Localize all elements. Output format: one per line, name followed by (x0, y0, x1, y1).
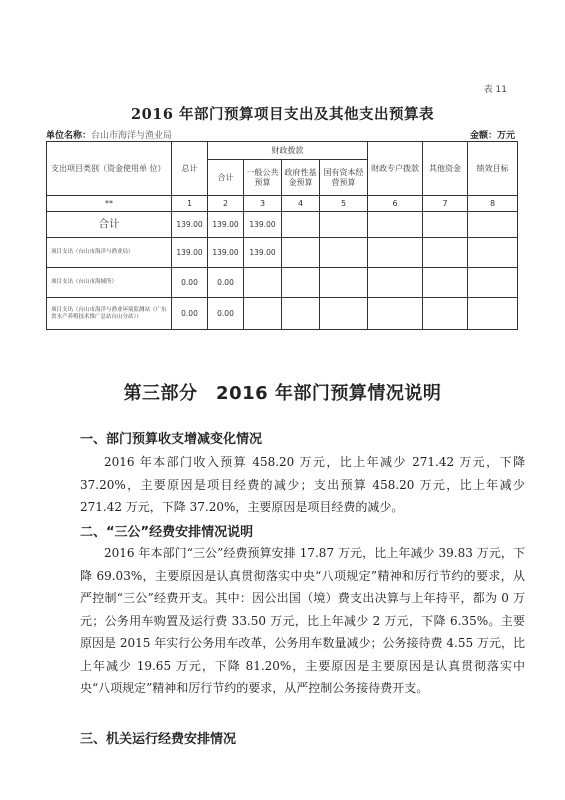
header-sum: 合计 (208, 160, 244, 196)
index-cell: 7 (423, 196, 468, 212)
section-title: 第三部分 2016 年部门预算情况说明 (123, 383, 442, 404)
header-special: 财政专户拨款 (368, 142, 423, 196)
table-row (47, 268, 518, 298)
row-label: 项目支出（台山市海洋与渔业局） (47, 238, 172, 268)
cell-general (244, 298, 282, 330)
index-cell: ** (47, 196, 172, 212)
row-label: 合计 (47, 212, 172, 238)
header-total: 总计 (172, 142, 208, 196)
table-title: 2016 年部门预算项目支出及其他支出预算表 (131, 106, 434, 123)
row-label: 项目支出（台山市海域所） (47, 268, 172, 298)
budget-table (46, 141, 518, 330)
cell-sum: 0.00 (208, 268, 244, 298)
index-cell: 3 (244, 196, 282, 212)
unit-name-label: 单位名称： (46, 131, 92, 141)
paragraph-budget-change (80, 451, 525, 519)
header-state-capital: 国有资本经营预算 (320, 160, 368, 196)
index-cell: 6 (368, 196, 423, 212)
index-cell: 2 (208, 196, 244, 212)
heading-office-expenses: 三、机关运行经费安排情况 (80, 732, 237, 747)
paragraph-text: 2016 年本部门收入预算 458.20 万元，比上年减少 271.42 万元，下降 37.20%，主要原因是项目经费的减少；支出预算 458.20 万元，比上年减少 271.42 万元，下降 37.20%，主要原因是项目经费的减少。 (80, 455, 525, 514)
cell-sum: 139.00 (208, 238, 244, 268)
table-number: 表 11 (483, 85, 507, 95)
table-row (47, 238, 518, 268)
paragraph-text: 2016 年本部门“三公”经费预算安排 17.87 万元，比上年减少 39.83 万元，下降 69.03%，主要原因是认真贯彻落实中央“八项规定”精神和厉行节约的要求，从严控制“三公”经费开支。其中：因公出国（境）费支出决算与上年持平，都为 0 万元；公务用车购置及运行费 33.50 万元，比上年减少 2 万元，下降 6.35%。主要原因是 2015 年实行公务用车改革，公务用车数量减少；公务接待费 4.55 万元，比上年减少 19.65 万元，下降 81.20%，主要原因是主要原因是认真贯彻落实中央“八项规定”精神和厉行节约的要求，从严控制公务接待费开支。 (80, 546, 525, 695)
index-cell: 4 (282, 196, 320, 212)
cell-sum: 139.00 (208, 212, 244, 238)
cell-sum: 0.00 (208, 298, 244, 330)
unit-name-value: 台山市海洋与渔业局 (91, 131, 173, 141)
index-cell: 8 (468, 196, 518, 212)
header-gov-fund: 政府性基金预算 (282, 160, 320, 196)
cell-total: 139.00 (172, 238, 208, 268)
header-other: 其他资金 (423, 142, 468, 196)
header-category: 支出项目类别（资金使用单 位） (47, 142, 172, 196)
cell-total: 139.00 (172, 212, 208, 238)
index-cell: 5 (320, 196, 368, 212)
cell-total: 0.00 (172, 268, 208, 298)
row-label: 项目支出（台山市海洋与渔业环境监测站（广东省水产养殖技术推广总站台山分站）） (47, 298, 172, 330)
header-performance: 绩效目标 (468, 142, 518, 196)
cell-general: 139.00 (244, 238, 282, 268)
table-row (47, 212, 518, 238)
unit-name (46, 128, 172, 141)
cell-general (244, 268, 282, 298)
cell-general: 139.00 (244, 212, 282, 238)
table-row (47, 298, 518, 330)
cell-total: 0.00 (172, 298, 208, 330)
paragraph-three-public (80, 542, 525, 700)
heading-budget-change: 一、部门预算收支增减变化情况 (80, 432, 263, 447)
index-cell: 1 (172, 196, 208, 212)
header-fiscal: 财政拨款 (208, 142, 368, 160)
header-general-budget: 一般公共预算 (244, 160, 282, 196)
amount-unit: 金额：万元 (469, 131, 515, 141)
index-row (47, 196, 518, 212)
heading-three-public: 二、“三公”经费安排情况说明 (80, 525, 254, 540)
